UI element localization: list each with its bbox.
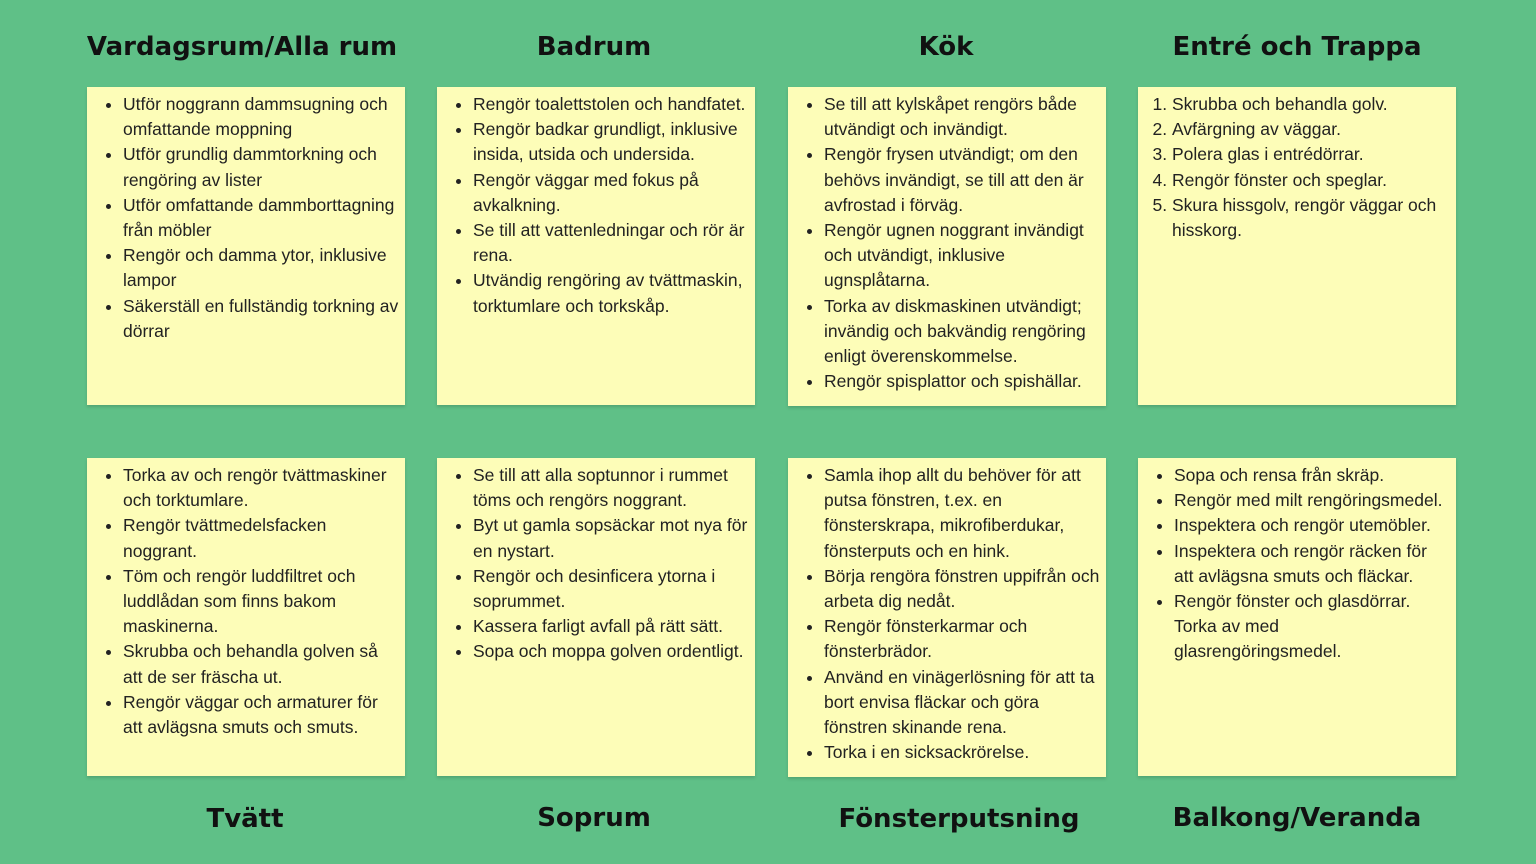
list-item: • Utför grundlig dammtorkning och rengöring av lister <box>123 142 399 192</box>
heading-entre-och-trappa: Entré och Trappa <box>1172 32 1422 62</box>
list-item: 2. Avfärgning av väggar. <box>1172 117 1450 142</box>
heading-tvatt: Tvätt <box>206 804 284 834</box>
task-list <box>451 463 749 665</box>
heading-badrum: Badrum <box>536 32 652 62</box>
list-item: • Inspektera och rengör räcken för att avlägsna smuts och fläckar. <box>1174 539 1450 589</box>
list-item: • Rengör ugnen noggrant invändigt och utvändigt, inklusive ugnsplåtarna. <box>824 218 1100 294</box>
note-entre-och-trappa <box>1138 87 1456 405</box>
task-list <box>101 92 399 344</box>
list-item: • Se till att kylskåpet rengörs både utvändigt och invändigt. <box>824 92 1100 142</box>
list-item: • Rengör tvättmedelsfacken noggrant. <box>123 513 399 563</box>
list-item: • Torka av diskmaskinen utvändigt; invändig och bakvändig rengöring enligt överenskommelse. <box>824 294 1100 370</box>
list-item: • Utvändig rengöring av tvättmaskin, torktumlare och torkskåp. <box>473 268 749 318</box>
task-list <box>1152 92 1450 243</box>
task-list <box>802 92 1100 394</box>
note-tvatt <box>87 458 405 776</box>
list-item: • Se till att vattenledningar och rör är rena. <box>473 218 749 268</box>
list-item: • Rengör med milt rengöringsmedel. <box>1174 488 1450 513</box>
heading-balkong-veranda: Balkong/Veranda <box>1172 803 1422 833</box>
note-soprum <box>437 458 755 776</box>
list-item: • Torka av och rengör tvättmaskiner och torktumlare. <box>123 463 399 513</box>
note-kok <box>788 87 1106 406</box>
list-item: • Inspektera och rengör utemöbler. <box>1174 513 1450 538</box>
heading-vardagsrum: Vardagsrum/Alla rum <box>86 32 398 62</box>
list-item: • Rengör och desinficera ytorna i soprummet. <box>473 564 749 614</box>
list-item: • Skrubba och behandla golven så att de ser fräscha ut. <box>123 639 399 689</box>
list-item: • Utför omfattande dammborttagning från möbler <box>123 193 399 243</box>
task-list <box>802 463 1100 765</box>
list-item: • Börja rengöra fönstren uppifrån och arbeta dig nedåt. <box>824 564 1100 614</box>
heading-fonsterputsning: Fönsterputsning <box>838 804 1080 834</box>
list-item: 1. Skrubba och behandla golv. <box>1172 92 1450 117</box>
list-item: • Rengör fönsterkarmar och fönsterbrädor. <box>824 614 1100 664</box>
list-item: 4. Rengör fönster och speglar. <box>1172 168 1450 193</box>
list-item: • Töm och rengör luddfiltret och luddlådan som finns bakom maskinerna. <box>123 564 399 640</box>
task-list <box>451 92 749 319</box>
list-item: • Rengör toalettstolen och handfatet. <box>473 92 749 117</box>
note-badrum <box>437 87 755 405</box>
list-item: • Rengör frysen utvändigt; om den behövs invändigt, se till att den är avfrostad i förväg. <box>824 142 1100 218</box>
list-item: • Rengör väggar och armaturer för att avlägsna smuts och smuts. <box>123 690 399 740</box>
list-item: • Sopa och moppa golven ordentligt. <box>473 639 749 664</box>
list-item: • Byt ut gamla sopsäckar mot nya för en nystart. <box>473 513 749 563</box>
list-item: • Torka i en sicksackrörelse. <box>824 740 1100 765</box>
list-item: • Rengör badkar grundligt, inklusive insida, utsida och undersida. <box>473 117 749 167</box>
note-fonsterputsning <box>788 458 1106 777</box>
list-item: • Säkerställ en fullständig torkning av dörrar <box>123 294 399 344</box>
list-item: 5. Skura hissgolv, rengör väggar och hisskorg. <box>1172 193 1450 243</box>
list-item: • Rengör väggar med fokus på avkalkning. <box>473 168 749 218</box>
list-item: • Rengör och damma ytor, inklusive lampor <box>123 243 399 293</box>
heading-soprum: Soprum <box>537 803 651 833</box>
note-vardagsrum <box>87 87 405 405</box>
list-item: • Sopa och rensa från skräp. <box>1174 463 1450 488</box>
list-item: • Kassera farligt avfall på rätt sätt. <box>473 614 749 639</box>
heading-kok: Kök <box>918 32 974 62</box>
list-item: • Utför noggrann dammsugning och omfattande moppning <box>123 92 399 142</box>
task-list <box>101 463 399 740</box>
note-balkong-veranda <box>1138 458 1456 776</box>
list-item: • Rengör spisplattor och spishällar. <box>824 369 1100 394</box>
list-item: • Använd en vinägerlösning för att ta bort envisa fläckar och göra fönstren skinande rena. <box>824 665 1100 741</box>
list-item: • Rengör fönster och glasdörrar. Torka av med glasrengöringsmedel. <box>1174 589 1450 665</box>
list-item: • Samla ihop allt du behöver för att putsa fönstren, t.ex. en fönsterskrapa, mikrofiberdukar, fönsterputs och en hink. <box>824 463 1100 564</box>
task-list <box>1152 463 1450 665</box>
list-item: 3. Polera glas i entrédörrar. <box>1172 142 1450 167</box>
list-item: • Se till att alla soptunnor i rummet töms och rengörs noggrant. <box>473 463 749 513</box>
